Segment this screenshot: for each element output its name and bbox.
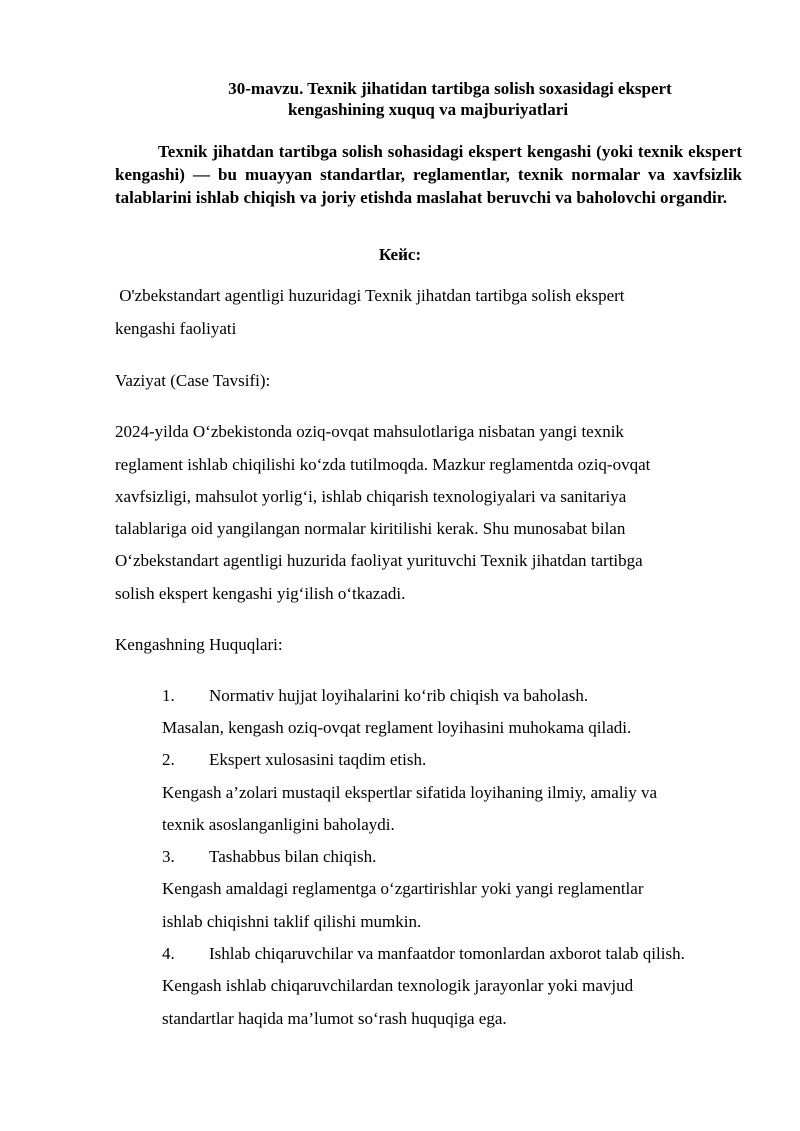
situation-line: reglament ishlab chiqilishi ko‘zda tutilmoqda. Mazkur reglamentda oziq-ovqat [115, 455, 651, 474]
right-title: Ekspert xulosasini taqdim etish. [209, 750, 427, 769]
right-description: Kengash ishlab chiqaruvchilardan texnologik jarayonlar yoki mavjud [162, 976, 634, 995]
situation-line: xavfsizligi, mahsulot yorlig‘i, ishlab chiqarish texnologiyalari va sanitariya [115, 487, 627, 506]
right-number: 3. [162, 847, 175, 866]
title-line-1: 30-mavzu. Texnik jihatidan tartibga solish soxasidagi ekspert [228, 79, 672, 98]
right-description: texnik asoslanganligini baholaydi. [162, 815, 395, 834]
situation-line: solish ekspert kengashi yig‘ilish o‘tkazadi. [115, 584, 406, 603]
situation-heading: Vaziyat (Case Tavsifi): [115, 371, 271, 390]
intro-paragraph: Texnik jihatdan tartibga solish sohasidagi ekspert kengashi (yoki texnik ekspert kengashi) — bu muayyan standartlar, reglamentlar, texnik normalar va xavfsizlik talablarini ishlab chiqish va joriy etishda maslahat beruvchi va baholovchi organdir. [115, 142, 742, 207]
right-description: Masalan, kengash oziq-ovqat reglament loyihasini muhokama qiladi. [162, 718, 632, 737]
right-number: 1. [162, 686, 175, 705]
right-description: standartlar haqida ma’lumot so‘rash huquqiga ega. [162, 1009, 507, 1028]
right-title: Ishlab chiqaruvchilar va manfaatdor tomonlardan axborot talab qilish. [209, 944, 685, 963]
right-description: Kengash amaldagi reglamentga o‘zgartirishlar yoki yangi reglamentlar [162, 879, 644, 898]
case-heading: Кейс: [378, 245, 422, 264]
right-number: 4. [162, 944, 175, 963]
right-description: ishlab chiqishni taklif qilishi mumkin. [162, 912, 422, 931]
situation-line: 2024-yilda O‘zbekistonda oziq-ovqat mahsulotlariga nisbatan yangi texnik [115, 422, 624, 441]
case-title-line-1: O'zbekstandart agentligi huzuridagi Texnik jihatdan tartibga solish ekspert [115, 286, 625, 305]
title-line-2: kengashining xuquq va majburiyatlari [287, 100, 569, 119]
situation-line: talablariga oid yangilangan normalar kiritilishi kerak. Shu munosabat bilan [115, 519, 626, 538]
case-title-line-2: kengashi faoliyati [115, 319, 237, 338]
right-number: 2. [162, 750, 175, 769]
situation-line: O‘zbekstandart agentligi huzurida faoliyat yurituvchi Texnik jihatdan tartibga [115, 551, 643, 570]
right-description: Kengash a’zolari mustaqil ekspertlar sifatida loyihaning ilmiy, amaliy va [162, 783, 658, 802]
right-title: Normativ hujjat loyihalarini ko‘rib chiqish va baholash. [209, 686, 589, 705]
rights-heading: Kengashning Huquqlari: [115, 635, 283, 654]
right-title: Tashabbus bilan chiqish. [209, 847, 377, 866]
